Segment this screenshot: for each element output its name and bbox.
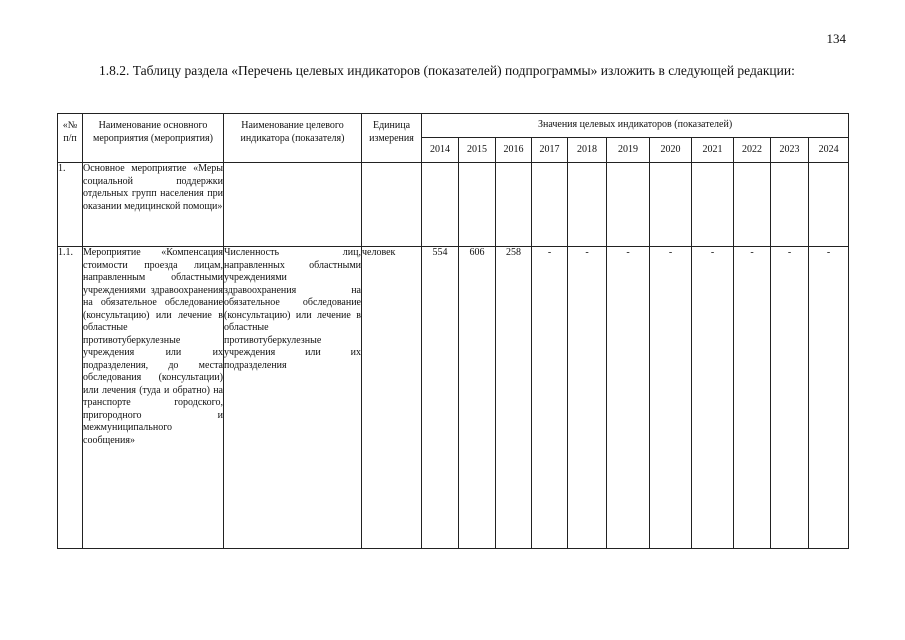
row-event: Основное мероприятие «Меры социальной поддержки отдельных групп населения при оказании медицинской помощи» <box>83 163 224 247</box>
header-year: 2019 <box>607 138 650 163</box>
row-value: - <box>607 247 650 549</box>
row-value <box>809 163 849 247</box>
row-indicator <box>224 163 362 247</box>
row-num: 1. <box>58 163 83 247</box>
row-unit <box>362 163 422 247</box>
row-value: - <box>809 247 849 549</box>
row-value <box>650 163 692 247</box>
header-year: 2023 <box>771 138 809 163</box>
header-year: 2018 <box>568 138 607 163</box>
header-year: 2016 <box>496 138 532 163</box>
row-num: 1.1. <box>58 247 83 549</box>
row-value <box>532 163 568 247</box>
header-year: 2014 <box>422 138 459 163</box>
table-row <box>58 163 849 247</box>
header-year: 2024 <box>809 138 849 163</box>
header-indicator: Наименование целевого индикатора (показателя) <box>224 114 362 163</box>
row-value: 258 <box>496 247 532 549</box>
row-value: - <box>734 247 771 549</box>
indicators-table <box>57 113 849 549</box>
header-values-group: Значения целевых индикаторов (показателей) <box>422 114 849 138</box>
header-year: 2022 <box>734 138 771 163</box>
header-unit: Единица измерения <box>362 114 422 163</box>
header-year: 2015 <box>459 138 496 163</box>
row-value <box>771 163 809 247</box>
row-value <box>607 163 650 247</box>
row-event: Мероприятие «Компенсация стоимости проезда лицам, направленным областными учреждениями здравоохранения на обязательное обследование (консультацию) или лечение в областные противотуберкулезные учреждения или их подразделения, до места обследования (консультации) или лечения (туда и обратно) на транспорте городского, пригородного и межмуниципального сообщения» <box>83 247 224 549</box>
header-year: 2021 <box>692 138 734 163</box>
row-value <box>496 163 532 247</box>
table-row <box>58 247 849 549</box>
row-value <box>568 163 607 247</box>
row-value: - <box>692 247 734 549</box>
row-indicator: Численность лиц, направленных областными учреждениями здравоохранения на обязательное обследование (консультацию) или лечение в областные противотуберкулезные учреждения или их подразделения <box>224 247 362 549</box>
header-event: Наименование основного мероприятия (мероприятия) <box>83 114 224 163</box>
row-value: 606 <box>459 247 496 549</box>
row-value: - <box>568 247 607 549</box>
row-value: - <box>532 247 568 549</box>
row-value <box>422 163 459 247</box>
header-year: 2017 <box>532 138 568 163</box>
header-year: 2020 <box>650 138 692 163</box>
intro-paragraph: 1.8.2. Таблицу раздела «Перечень целевых индикаторов (показателей) подпрограммы» изложить в следующей редакции: <box>99 63 795 78</box>
header-num: «№ п/п <box>58 114 83 163</box>
row-value <box>734 163 771 247</box>
row-value <box>692 163 734 247</box>
page-number: 134 <box>826 31 846 46</box>
row-value: - <box>650 247 692 549</box>
row-unit: человек <box>362 247 422 549</box>
row-value: - <box>771 247 809 549</box>
row-value: 554 <box>422 247 459 549</box>
row-value <box>459 163 496 247</box>
